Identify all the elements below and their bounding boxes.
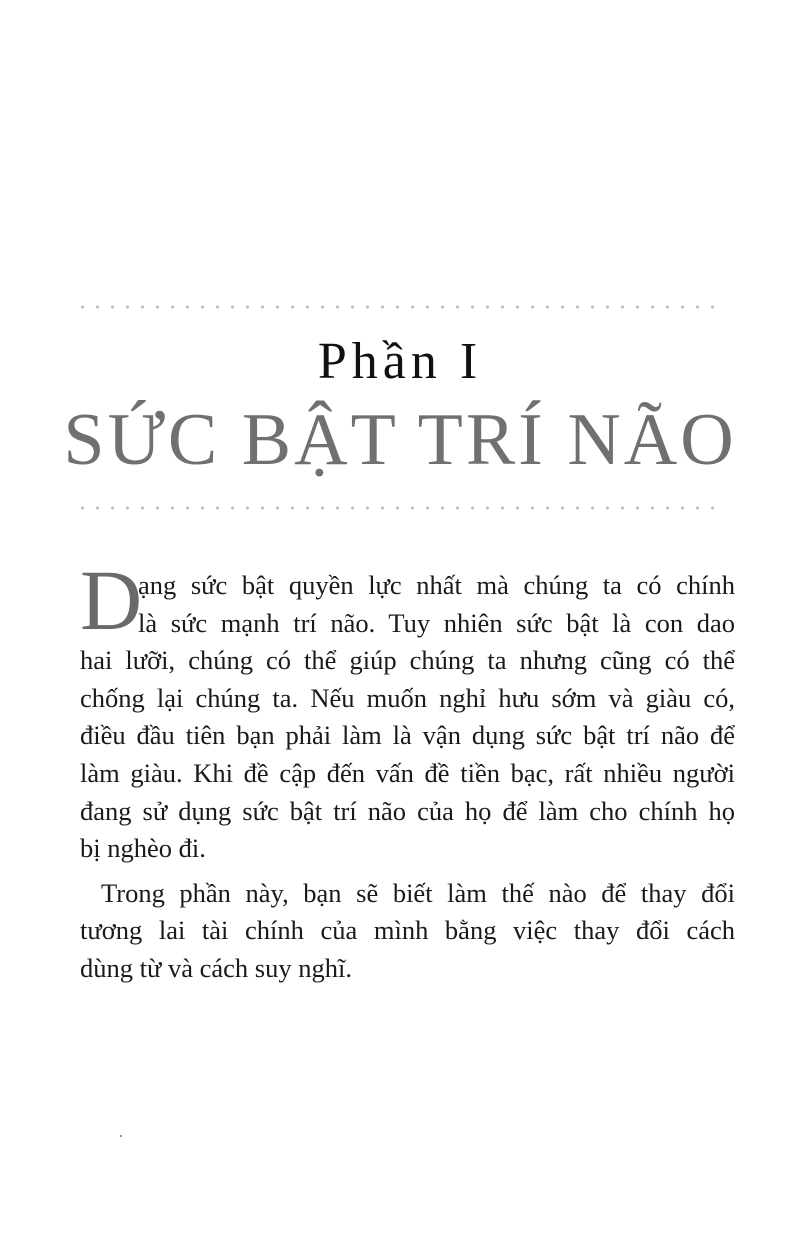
body-line: tương lai tài chính của mình bằng việc thay đổi cách	[80, 915, 735, 945]
body-line: hai lưỡi, chúng có thể giúp chúng ta nhưng cũng có thể	[80, 645, 735, 675]
body-line: chống lại chúng ta. Nếu muốn nghỉ hưu sớm và giàu có,	[80, 683, 735, 713]
body-line: là sức mạnh trí não. Tuy nhiên sức bật là con dao	[138, 608, 735, 638]
body-line: ạng sức bật quyền lực nhất mà chúng ta có chính	[138, 570, 735, 600]
drop-cap: D	[80, 552, 143, 648]
scan-speck	[120, 1135, 122, 1137]
ornament-divider-bottom	[75, 505, 725, 511]
body-line: đang sử dụng sức bật trí não của họ để làm cho chính họ	[80, 796, 735, 826]
body-line: Trong phần này, bạn sẽ biết làm thế nào để thay đổi	[101, 878, 735, 908]
part-title: SỨC BẬT TRÍ NÃO	[63, 399, 737, 481]
body-line: dùng từ và cách suy nghĩ.	[80, 953, 352, 983]
body-line: làm giàu. Khi đề cập đến vấn đề tiền bạc, rất nhiều người	[80, 758, 735, 788]
body-line: bị nghèo đi.	[80, 833, 206, 863]
part-label: Phần I	[317, 333, 483, 390]
body-line: điều đầu tiên bạn phải làm là vận dụng sức bật trí não để	[80, 720, 735, 750]
ornament-divider-top	[75, 304, 725, 310]
